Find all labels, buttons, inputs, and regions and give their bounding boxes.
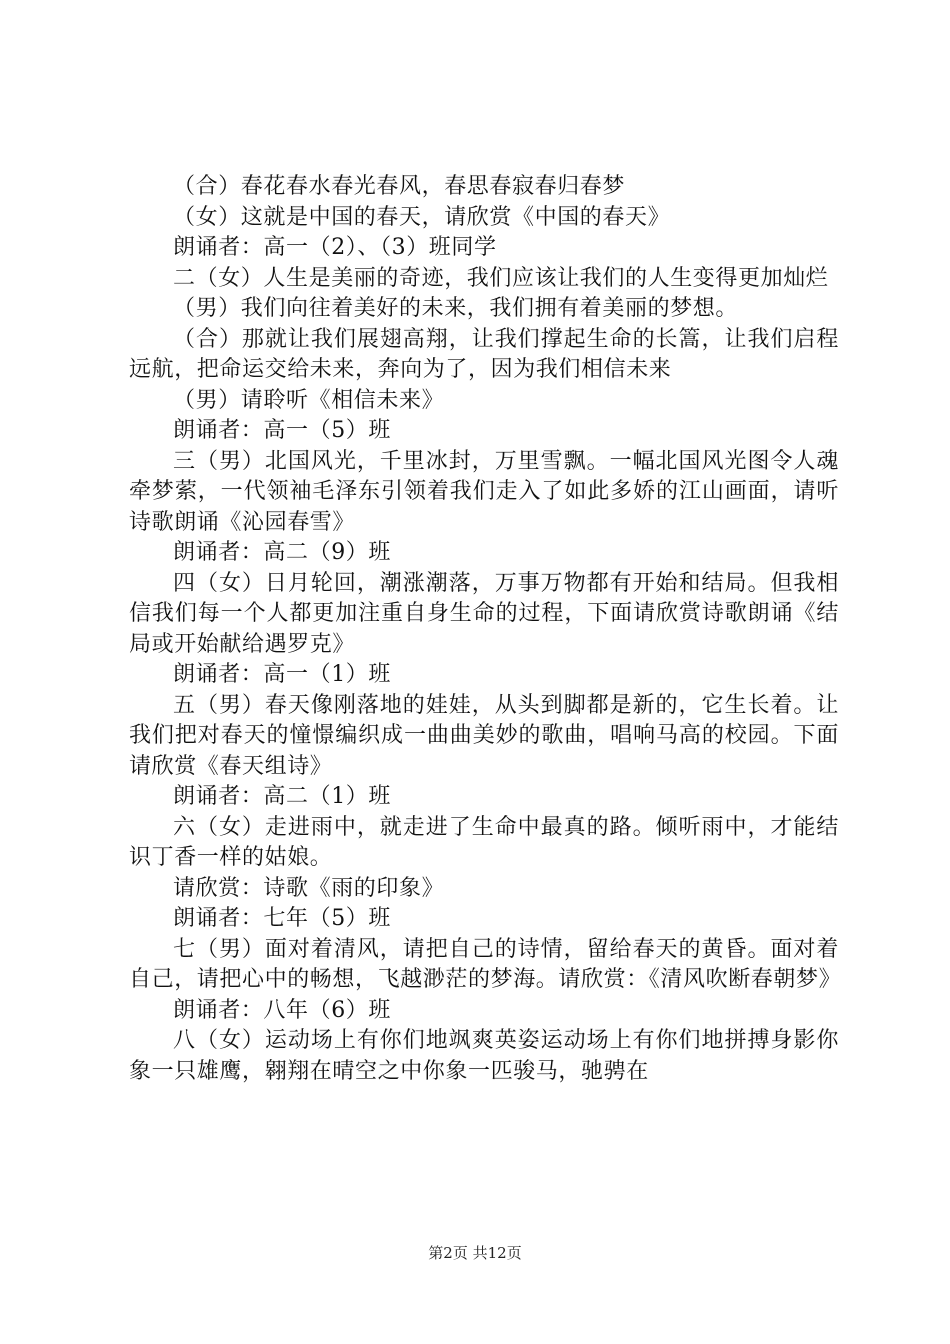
paragraph: 请欣赏：诗歌《雨的印象》	[173, 875, 445, 901]
document-body	[129, 172, 842, 1087]
paragraph: （合）那就让我们展翅高翔，让我们撑起生命的长篙，让我们启程远航，把命运交给未来，奔向为了，因为我们相信未来	[129, 326, 839, 382]
paragraph: 五（男）春天像刚落地的娃娃，从头到脚都是新的，它生长着。让我们把对春天的憧憬编织成一曲曲美妙的歌曲，唱响马高的校园。下面请欣赏《春天组诗》	[129, 692, 839, 779]
paragraph: 七（男）面对着清风，请把自己的诗情，留给春天的黄昏。面对着自己，请把心中的畅想，飞越渺茫的梦海。请欣赏：《清风吹断春朝梦》	[129, 936, 842, 992]
page-number-footer: 第2页 共12页	[428, 1244, 522, 1262]
paragraph: 八（女）运动场上有你们地飒爽英姿运动场上有你们地拼搏身影你象一只雄鹰，翱翔在晴空之中你象一匹骏马，驰骋在	[129, 1028, 839, 1084]
paragraph: （男）请聆听《相信未来》	[173, 387, 445, 413]
paragraph: 六（女）走进雨中，就走进了生命中最真的路。倾听雨中，才能结识丁香一样的姑娘。	[129, 814, 839, 870]
paragraph: 三（男）北国风光，千里冰封，万里雪飘。一幅北国风光图令人魂牵梦萦，一代领袖毛泽东引领着我们走入了如此多娇的江山画面，请听诗歌朗诵《沁园春雪》	[129, 448, 839, 535]
paragraph: 朗诵者：高二（9）班	[173, 540, 391, 565]
paragraph: 四（女）日月轮回，潮涨潮落，万事万物都有开始和结局。但我相信我们每一个人都更加注重自身生命的过程，下面请欣赏诗歌朗诵《结局或开始献给遇罗克》	[129, 570, 839, 657]
paragraph: （合）春花春水春光春风，春思春寂春归春梦	[173, 174, 626, 199]
paragraph: 朗诵者：七年（5）班	[173, 906, 391, 931]
paragraph: （女）这就是中国的春天，请欣赏《中国的春天》	[173, 204, 671, 230]
paragraph: 朗诵者：高一（5）班	[173, 418, 391, 443]
paragraph: 朗诵者：高一（1）班	[173, 662, 391, 687]
paragraph: 朗诵者：高二（1）班	[173, 784, 391, 809]
paragraph: 朗诵者：高一（2）、（3）班同学	[173, 235, 497, 260]
paragraph: （男）我们向往着美好的未来，我们拥有着美丽的梦想。	[173, 296, 739, 321]
paragraph: 朗诵者：八年（6）班	[173, 997, 391, 1023]
paragraph: 二（女）人生是美丽的奇迹，我们应该让我们的人生变得更加灿烂	[173, 265, 829, 291]
